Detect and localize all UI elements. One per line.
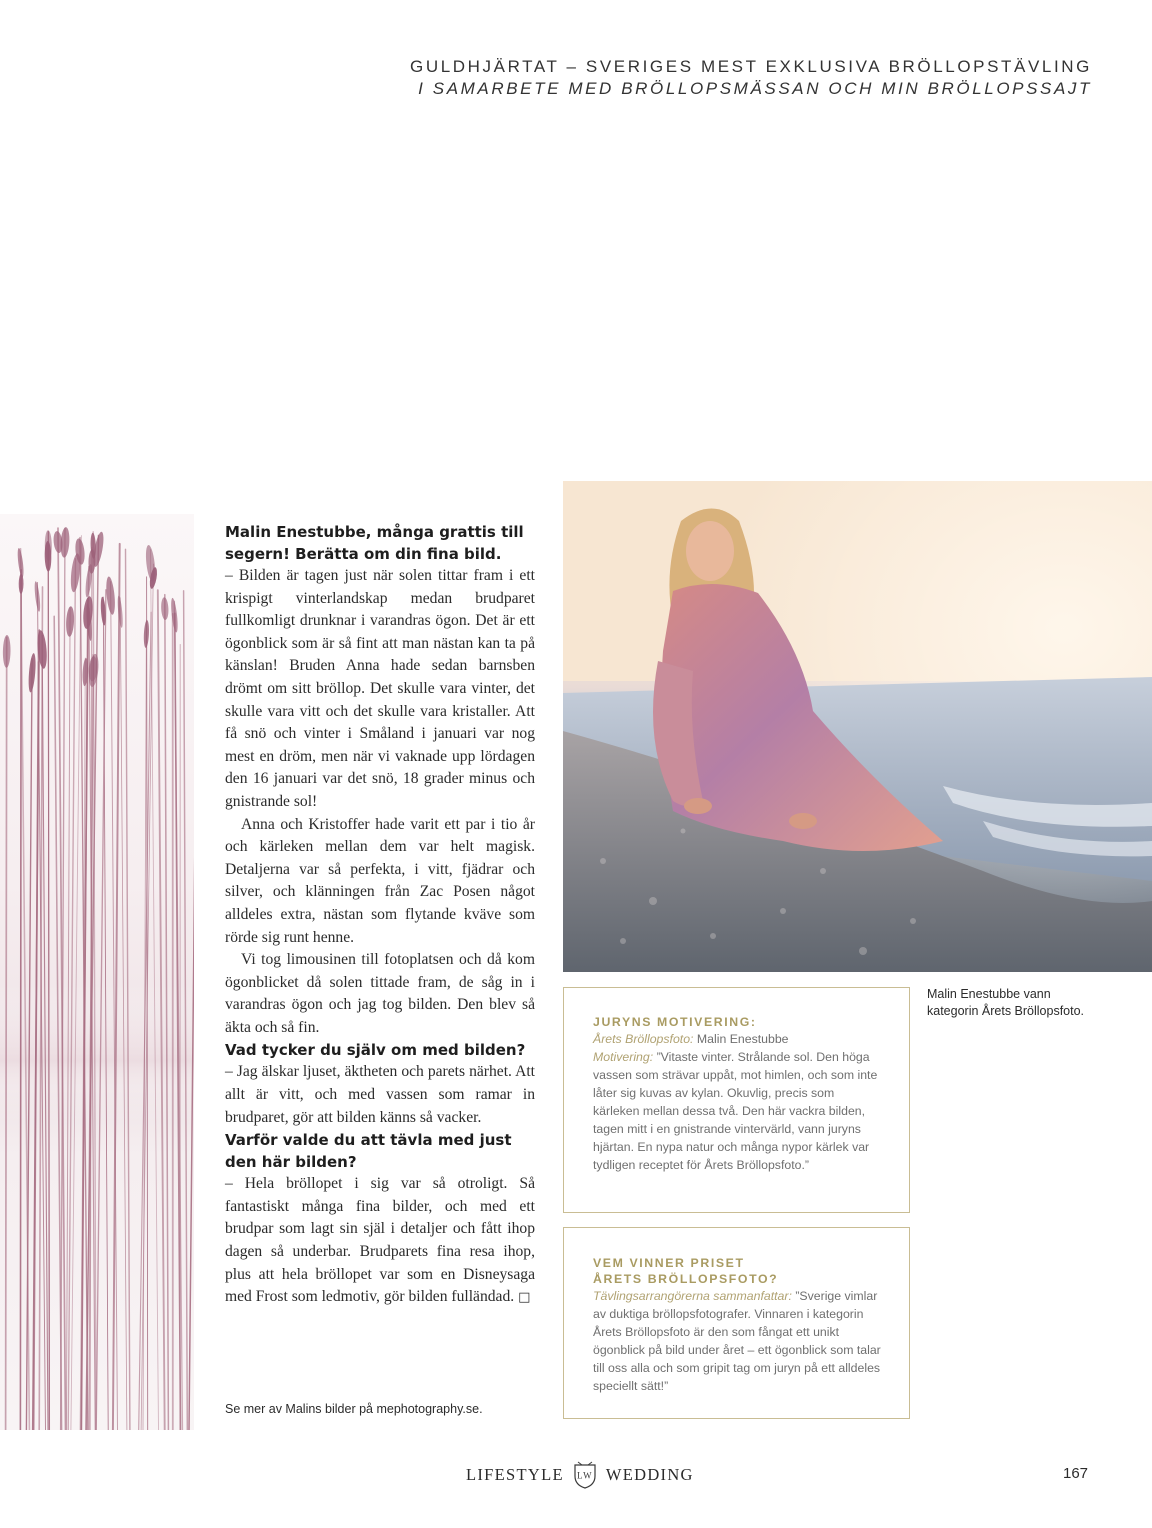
reeds-illustration — [0, 514, 194, 1430]
motivation-label: Motivering: — [593, 1050, 654, 1064]
question-1: Malin Enestubbe, många grattis till segern! Berätta om din fina bild. — [225, 523, 524, 563]
answer-1-paragraph-3: Vi tog limousinen till fotoplatsen och då kom ögonblicket då solen tittade fram, de såg in i varandras ögon och jag tog bilden. Den blev så äkta och så fin. — [225, 951, 535, 1036]
end-mark: □ — [518, 1290, 531, 1306]
photo-credit: Se mer av Malins bilder på mephotography.se. — [225, 1402, 483, 1416]
answer-3-text: – Hela bröllopet i sig var så otroligt. Så fantastiskt många fina bilder, och med ett brudpar som lagt sin själ i detaljer och fått ihop dagen så underbar. Brudparets fina resa ihop, plus att hela bröllopet var som en Disneysaga med Frost som ledmotiv, gör bilden fulländad. — [225, 1175, 535, 1306]
jury-box-body — [593, 1030, 881, 1174]
photo-caption: Malin Enestubbe vann kategorin Årets Bröllopsfoto. — [927, 987, 1085, 1018]
logo-word-lifestyle: LIFESTYLE — [466, 1465, 564, 1484]
logo-word-wedding: WEDDING — [605, 1465, 694, 1484]
jury-box-title: JURYNS MOTIVERING: — [593, 1015, 757, 1029]
prize-text: ”Sverige vimlar av duktiga bröllopsfotografer. Vinnaren i kategorin Årets Bröllopsfoto är den som fångat ett unikt ögonblick på bild under året – ett ögonblick som talar till oss alla och som gripit tag om juryn på ett alldeles speciellt sätt!” — [593, 1289, 881, 1393]
answer-3 — [225, 1173, 535, 1310]
crest-monogram: LW — [576, 1470, 593, 1481]
prize-box — [563, 1227, 910, 1419]
interview-article — [225, 521, 535, 1310]
question-2: Vad tycker du själv om med bilden? — [225, 1041, 526, 1060]
category-value: Malin Enestubbe — [696, 1032, 789, 1046]
prize-title-line-2: ÅRETS BRÖLLOPSFOTO? — [593, 1272, 779, 1286]
page-header — [410, 56, 1092, 100]
motivation-text: ”Vitaste vinter. Strålande sol. Den höga vassen som strävar uppåt, mot himlen, och som inte låter sig kuvas av kylan. Okuvlig, precis som kärleken mellan dessa två. Den här vackra bilden, tagen mitt i en gnistrande vintervärld, vann juryns hjärtan. En nypa natur och många nypor kärlek var tydligen receptet för Årets Bröllopsfoto.” — [593, 1050, 878, 1172]
portrait-illustration — [563, 481, 1152, 972]
crest-icon — [570, 1460, 600, 1490]
prize-box-title — [593, 1255, 881, 1287]
answer-1: – Bilden är tagen just när solen tittar fram i ett krispigt vinterlandskap medan brudparet fullkomligt drunknar i varandras ögon. Det är ett ögonblick som är så fint att man nästan kan ta på känslan! Bruden Anna hade sedan barnsben drömt om sitt bröllop. Det skulle vara vinter, det skulle vara vitt och det skulle vara kristaller. Att få snö och vinter i Småland i januari var nog mest en dröm, men när vi vaknade upp lördagen den 16 januari var det snö, 18 grader minus och gnistrande sol! — [225, 567, 535, 810]
question-3: Varför valde du att tävla med just den här bilden? — [225, 1131, 512, 1172]
category-label: Årets Bröllopsfoto: — [593, 1032, 694, 1046]
prize-title-line-1: VEM VINNER PRISET — [593, 1256, 745, 1270]
answer-1-paragraph-2: Anna och Kristoffer hade varit ett par i tio år och kärleken mellan dem var helt magisk. Detaljerna var så perfekta, i vitt, fjädrar och silver, och klänningen från Zac Posen något alldeles extra, nästan som flytande kväve som rörde sig runt henne. — [225, 815, 535, 946]
magazine-logo — [466, 1460, 694, 1490]
portrait-photo — [563, 481, 1152, 972]
prize-label: Tävlingsarrangörerna sammanfattar: — [593, 1289, 792, 1303]
header-line-1: GULDHJÄRTAT – SVERIGES MEST EXKLUSIVA BRÖLLOPSTÄVLING — [410, 57, 1092, 76]
prize-box-body — [593, 1287, 881, 1395]
answer-2: – Jag älskar ljuset, äktheten och parets närhet. Att allt är vitt, och med vassen som ramar in brudparet, gör att bilden känns så vacker. — [225, 1063, 535, 1126]
reeds-photo — [0, 514, 194, 1430]
page-number: 167 — [1063, 1465, 1089, 1482]
jury-box — [563, 987, 910, 1213]
header-line-2: I SAMARBETE MED BRÖLLOPSMÄSSAN OCH MIN BRÖLLOPSSAJT — [418, 79, 1092, 98]
